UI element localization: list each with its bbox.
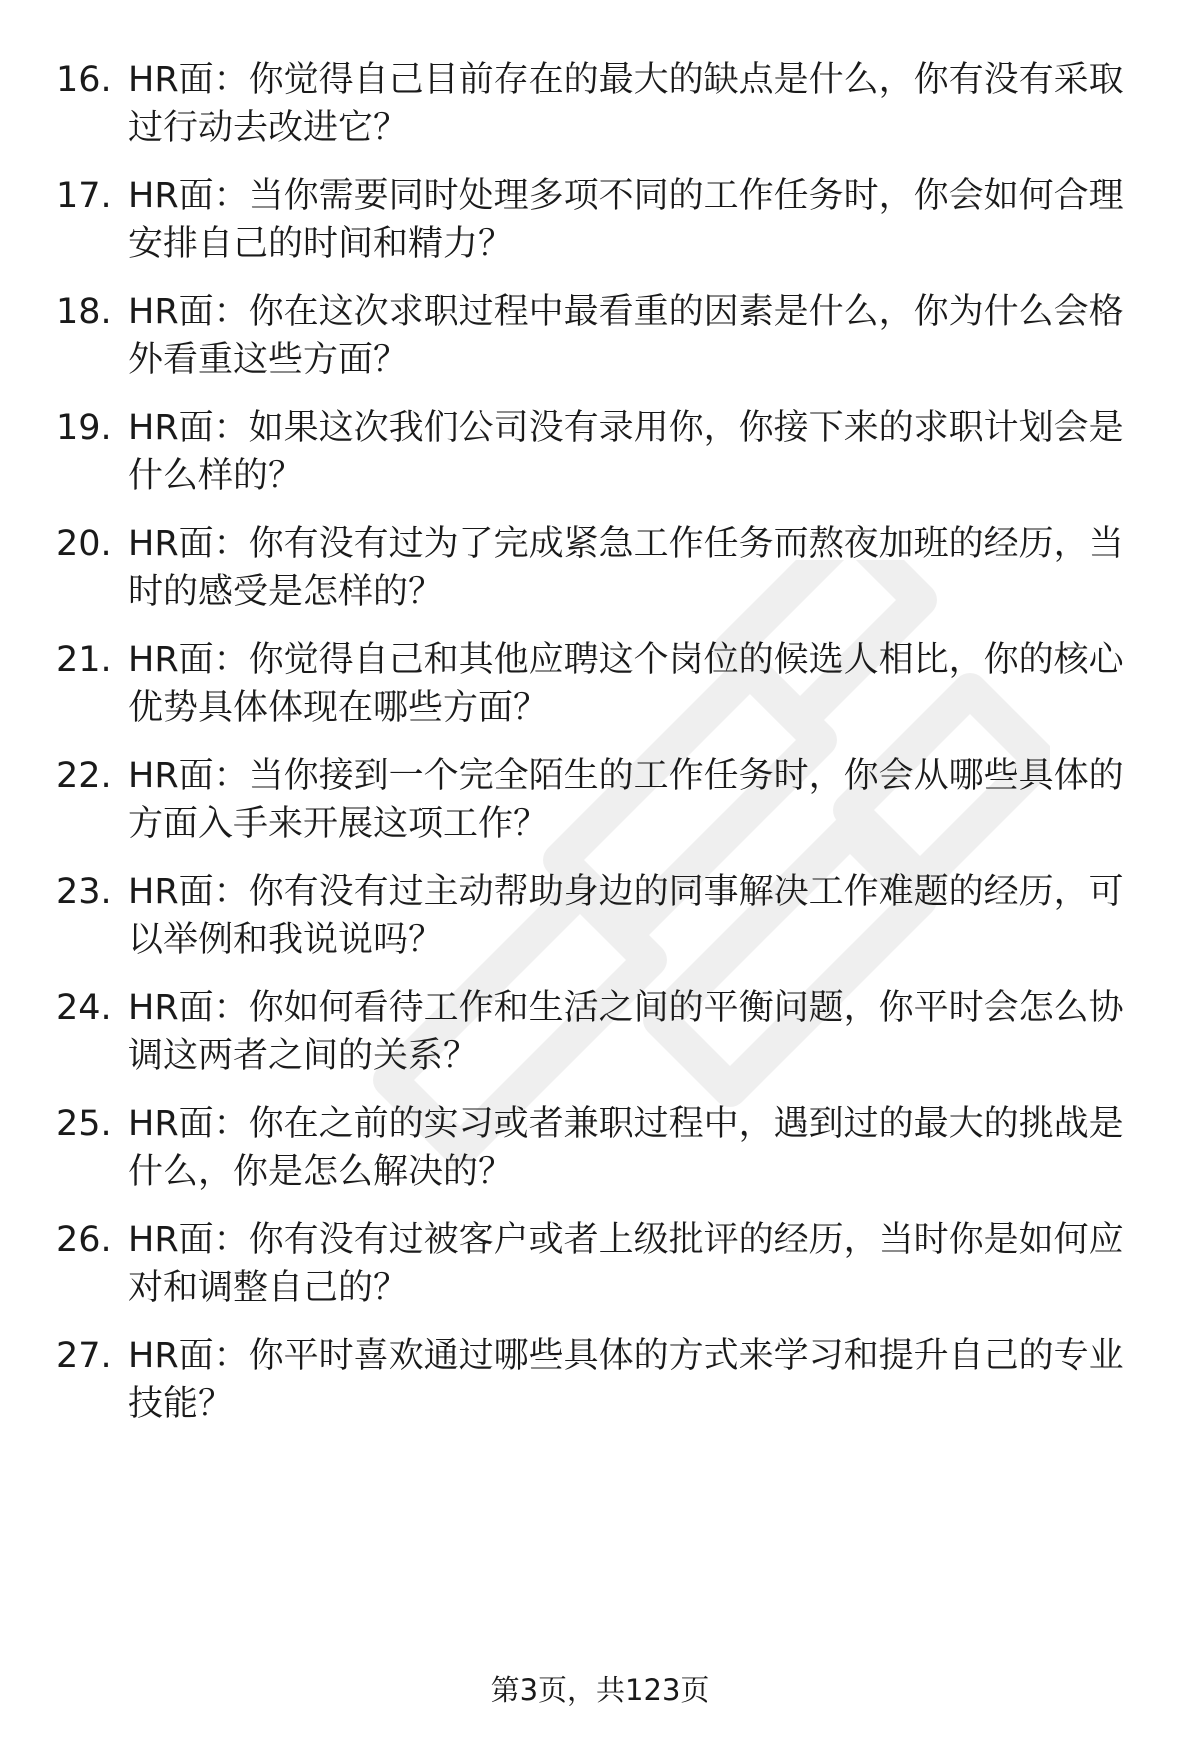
question-number: 17. bbox=[56, 176, 112, 216]
question-number: 25. bbox=[56, 1104, 112, 1144]
question-number: 22. bbox=[56, 756, 112, 796]
question-number: 20. bbox=[56, 524, 112, 564]
question-item bbox=[56, 520, 1156, 616]
question-item bbox=[56, 404, 1156, 500]
question-item bbox=[56, 1216, 1156, 1312]
question-item bbox=[56, 1332, 1156, 1428]
question-number: 16. bbox=[56, 60, 112, 100]
question-text: HR面：当你接到一个完全陌生的工作任务时，你会从哪些具体的方面入手来开展这项工作？ bbox=[128, 756, 1124, 844]
question-item bbox=[56, 868, 1156, 964]
question-text: HR面：你觉得自己和其他应聘这个岗位的候选人相比，你的核心优势具体体现在哪些方面？ bbox=[128, 640, 1124, 728]
question-text: HR面：你在之前的实习或者兼职过程中，遇到过的最大的挑战是什么，你是怎么解决的？ bbox=[128, 1104, 1124, 1192]
question-text: HR面：当你需要同时处理多项不同的工作任务时，你会如何合理安排自己的时间和精力？ bbox=[128, 176, 1124, 264]
question-item bbox=[56, 984, 1156, 1080]
question-number: 19. bbox=[56, 408, 112, 448]
question-text: HR面：你觉得自己目前存在的最大的缺点是什么，你有没有采取过行动去改进它？ bbox=[128, 60, 1124, 148]
page-footer: 第3页，共123页 bbox=[490, 1673, 710, 1707]
question-text: HR面：如果这次我们公司没有录用你，你接下来的求职计划会是什么样的？ bbox=[128, 408, 1124, 496]
question-item bbox=[56, 636, 1156, 732]
question-text: HR面：你在这次求职过程中最看重的因素是什么，你为什么会格外看重这些方面？ bbox=[128, 292, 1124, 380]
question-text: HR面：你有没有过被客户或者上级批评的经历，当时你是如何应对和调整自己的？ bbox=[128, 1220, 1124, 1308]
question-number: 21. bbox=[56, 640, 112, 680]
question-item bbox=[56, 56, 1156, 152]
question-number: 27. bbox=[56, 1336, 112, 1376]
question-item bbox=[56, 172, 1156, 268]
question-number: 18. bbox=[56, 292, 112, 332]
question-text: HR面：你平时喜欢通过哪些具体的方式来学习和提升自己的专业技能？ bbox=[128, 1336, 1124, 1424]
question-number: 24. bbox=[56, 988, 112, 1028]
question-number: 23. bbox=[56, 872, 112, 912]
question-text: HR面：你有没有过主动帮助身边的同事解决工作难题的经历，可以举例和我说说吗？ bbox=[128, 872, 1124, 960]
question-number: 26. bbox=[56, 1220, 112, 1260]
question-item bbox=[56, 288, 1156, 384]
question-text: HR面：你有没有过为了完成紧急工作任务而熬夜加班的经历，当时的感受是怎样的？ bbox=[128, 524, 1124, 612]
question-item bbox=[56, 1100, 1156, 1196]
question-item bbox=[56, 752, 1156, 848]
question-text: HR面：你如何看待工作和生活之间的平衡问题，你平时会怎么协调这两者之间的关系？ bbox=[128, 988, 1124, 1076]
